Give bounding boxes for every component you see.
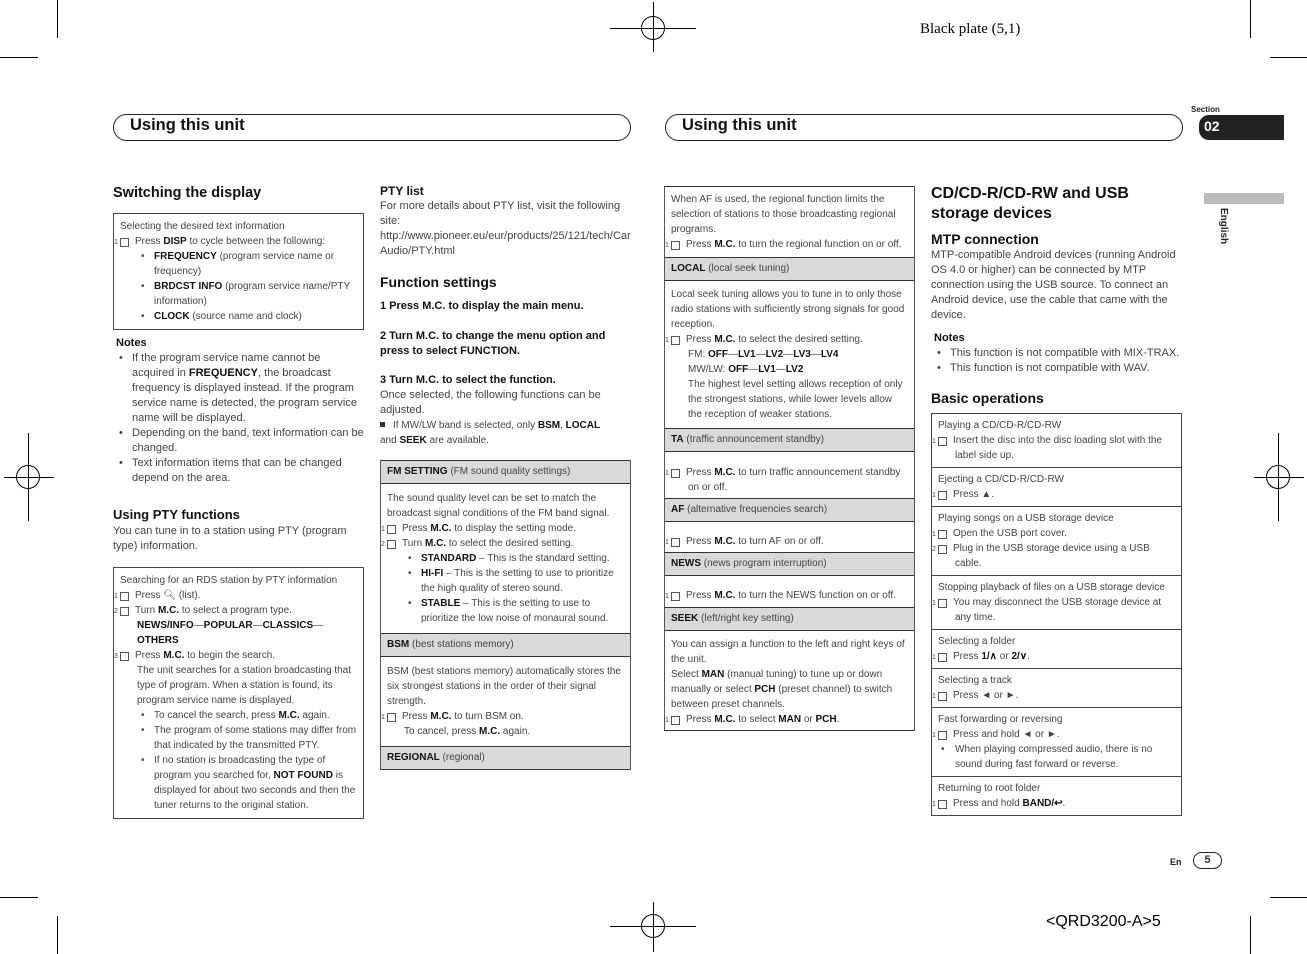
language-tab	[1204, 193, 1284, 204]
column-3	[664, 186, 915, 731]
function-panel	[380, 460, 631, 770]
list-item: • CLOCK (source name and clock)	[120, 309, 357, 324]
crop-mark	[1270, 57, 1307, 58]
crop-mark	[57, 916, 58, 954]
note-item: • This function is not compatible with WAV.	[934, 361, 1182, 376]
step: 3 Press M.C. to begin the search.	[114, 650, 276, 661]
operation-select-track: Selecting a track 1 Press ◄ or ►.	[932, 669, 1181, 708]
step: 1 Press 🔍︎ (list).	[114, 590, 201, 601]
step: 2 Turn M.C. to select a program type.	[114, 605, 292, 616]
crop-mark	[1250, 916, 1251, 954]
crop-mark	[1250, 0, 1251, 38]
column-2	[380, 184, 631, 770]
fm-setting-bar: FM SETTING (FM sound quality settings)	[381, 460, 630, 484]
basic-operations-title: Basic operations	[931, 390, 1044, 406]
note-item: • If the program service name cannot be acquired in FREQUENCY, the broadcast frequency is displayed instead. If the program service name is detected, the program service name will be displayed.	[116, 351, 364, 426]
note-item: • Text information items that can be changed depend on the area.	[116, 456, 364, 486]
operation-stop-usb: Stopping playback of files on a USB storage device 1 You may disconnect the USB storage device at any time.	[932, 576, 1181, 630]
step: 1 Press M.C. to turn BSM on.	[381, 711, 524, 722]
step-3-text: Once selected, the following functions can be adjusted.	[380, 389, 601, 416]
step: 2 Turn M.C. to select the desired setting.	[381, 538, 574, 549]
operation-play-usb: Playing songs on a USB storage device 1 Open the USB port cover. 2 Plug in the USB storage device using a USB cable.	[932, 507, 1181, 576]
list-item: • BRDCST INFO (program service name/PTY information)	[120, 279, 357, 309]
local-mw-levels: MW/LW: OFF—LV1—LV2	[688, 364, 804, 375]
notes-title: Notes	[116, 337, 147, 349]
operation-fast-forward: Fast forwarding or reversing 1 Press and hold ◄ or ►. • When playing compressed audio, there is no sound during fast forward or reverse.	[932, 708, 1181, 777]
operation-eject: Ejecting a CD/CD-R/CD-RW 1 Press ▲.	[932, 468, 1181, 507]
crop-mark	[4, 477, 54, 478]
page-number: 5	[1193, 852, 1222, 869]
crop-mark	[57, 0, 58, 38]
crop-mark	[653, 2, 654, 52]
note-item: • This function is not compatible with MIX-TRAX.	[934, 346, 1182, 361]
crop-mark	[1270, 897, 1307, 898]
seek-bar: SEEK (left/right key setting)	[665, 607, 914, 631]
step: 1 Press M.C. to turn traffic announcement standby on or off.	[665, 467, 901, 493]
list-item: • STABLE – This is the setting to use to prioritize the low noise of monaural sound.	[387, 596, 624, 626]
pty-types: NEWS/INFO—POPULAR—CLASSICS— OTHERS	[137, 620, 324, 646]
bsm-bar: BSM (best stations memory)	[381, 633, 630, 657]
operation-select-folder: Selecting a folder 1 Press 1/∧ or 2/∨.	[932, 630, 1181, 669]
pty-list-title: PTY list	[380, 184, 424, 198]
column-4	[931, 184, 1182, 816]
list-item: • The program of some stations may differ from that indicated by the transmitted PTY.	[120, 723, 357, 753]
crop-mark	[653, 902, 654, 952]
mtp-text: MTP-compatible Android devices (running Android OS 4.0 or higher) can be connected by MTP connection using the USB source. To connect an Android device, use the cable that came with the device.	[931, 249, 1176, 321]
black-plate-label: Black plate (5,1)	[920, 21, 1021, 37]
step: 1 Press M.C. to select the desired setting.	[665, 334, 863, 345]
news-bar: NEWS (news program interruption)	[665, 552, 914, 576]
basic-operations-box	[931, 413, 1182, 816]
crop-mark	[0, 57, 38, 58]
step-3: 3 Turn M.C. to select the function.	[380, 374, 556, 386]
bsm-text: BSM (best stations memory) automatically stores the six strongest stations in the order of their signal strength.	[387, 666, 621, 707]
header-right	[665, 114, 1183, 141]
step: 1 Press M.C. to turn the regional function on or off.	[665, 239, 902, 250]
section-number	[1199, 115, 1284, 140]
step-2: 2 Turn M.C. to change the menu option and press to select FUNCTION.	[380, 330, 606, 357]
switching-display-title: Switching the display	[113, 185, 262, 201]
list-item: • To cancel the search, press M.C. again.	[120, 708, 357, 723]
af-regional-text: When AF is used, the regional function limits the selection of stations to those broadcasting regional programs.	[671, 194, 896, 235]
step: 1 Press M.C. to select MAN or PCH.	[665, 714, 840, 725]
crop-mark	[1254, 477, 1304, 478]
step: 1 Press M.C. to turn the NEWS function on or off.	[665, 590, 896, 601]
local-note: The highest level setting allows reception of only the strongest stations, while lower levels allow the reception of weaker stations.	[688, 379, 903, 420]
header-right-title: Using this unit	[682, 116, 797, 134]
header-left-title: Using this unit	[130, 116, 245, 134]
notes-title: Notes	[934, 332, 965, 344]
function-settings-title: Function settings	[380, 274, 497, 290]
list-item: • STANDARD – This is the standard setting.	[387, 551, 624, 566]
pty-list-text: For more details about PTY list, visit the following site:	[380, 200, 621, 227]
ta-bar: TA (traffic announcement standby)	[665, 428, 914, 452]
local-text: Local seek tuning allows you to tune in to only those radio stations with sufficiently strong signals for good reception.	[671, 289, 905, 330]
local-bar: LOCAL (local seek tuning)	[665, 257, 914, 281]
step-detail: To cancel, press M.C. again.	[404, 726, 531, 737]
operation-root-folder: Returning to root folder 1 Press and hold BAND/↩.	[932, 783, 1066, 809]
section-number-text: 02	[1204, 118, 1220, 134]
list-item: • HI-FI – This is the setting to use to prioritize the high quality of stereo sound.	[387, 566, 624, 596]
step-1: 1 Press M.C. to display the main menu.	[380, 300, 584, 312]
section-label: Section	[1191, 105, 1220, 114]
af-bar: AF (alternative frequencies search)	[665, 498, 914, 522]
box-title: Selecting the desired text information	[120, 221, 285, 232]
operation-play-cd: Playing a CD/CD-R/CD-RW 1 Insert the disc into the disc loading slot with the label side up.	[932, 414, 1181, 468]
document-code: <QRD3200-A>5	[1046, 913, 1161, 930]
footer-language: En	[1170, 857, 1182, 867]
step: 1 Press M.C. to turn AF on or off.	[665, 536, 824, 547]
mtp-title: MTP connection	[931, 231, 1039, 247]
seek-text-2: Select MAN (manual tuning) to tune up or down manually or select PCH (preset channel) to switch between preset channels.	[671, 669, 893, 710]
step: 1 Press DISP to cycle between the following:	[114, 236, 326, 247]
list-item: • If no station is broadcasting the type of program you searched for, NOT FOUND is displayed for about two seconds and then the tuner returns to the original station.	[120, 753, 357, 813]
pty-search-box	[113, 567, 364, 819]
column-1	[113, 184, 364, 819]
crop-mark	[1278, 433, 1279, 521]
pty-list-url[interactable]: http://www.pioneer.eu/eur/products/25/121/tech/CarAudio/PTY.html	[380, 230, 631, 257]
cd-usb-title: CD/CD-R/CD-RW and USB storage devices	[931, 185, 1129, 222]
crop-mark	[28, 433, 29, 521]
regional-bar: REGIONAL (regional)	[381, 746, 630, 770]
text-info-box	[113, 213, 364, 330]
list-item: • FREQUENCY (program service name or frequency)	[120, 249, 357, 279]
header-left	[113, 114, 631, 141]
search-icon: 🔍︎	[163, 590, 177, 601]
language-label: English	[1218, 208, 1229, 245]
step-detail: The unit searches for a station broadcasting that type of program. When a station is found, its program service name is displayed.	[137, 665, 352, 706]
mwlw-note: If MW/LW band is selected, only BSM, LOCAL and SEEK are available.	[380, 420, 601, 446]
local-fm-levels: FM: OFF—LV1—LV2—LV3—LV4	[688, 349, 839, 360]
crop-mark	[0, 897, 38, 898]
box-title: Searching for an RDS station by PTY information	[120, 575, 338, 586]
step: 1 Press M.C. to display the setting mode.	[381, 523, 576, 534]
fm-text: The sound quality level can be set to match the broadcast signal conditions of the FM band signal.	[387, 493, 610, 519]
seek-text-1: You can assign a function to the left and right keys of the unit.	[671, 639, 905, 665]
pty-functions-title: Using PTY functions	[113, 507, 240, 522]
note-item: • Depending on the band, text information can be changed.	[116, 426, 364, 456]
pty-functions-text: You can tune in to a station using PTY (program type) information.	[113, 525, 347, 552]
